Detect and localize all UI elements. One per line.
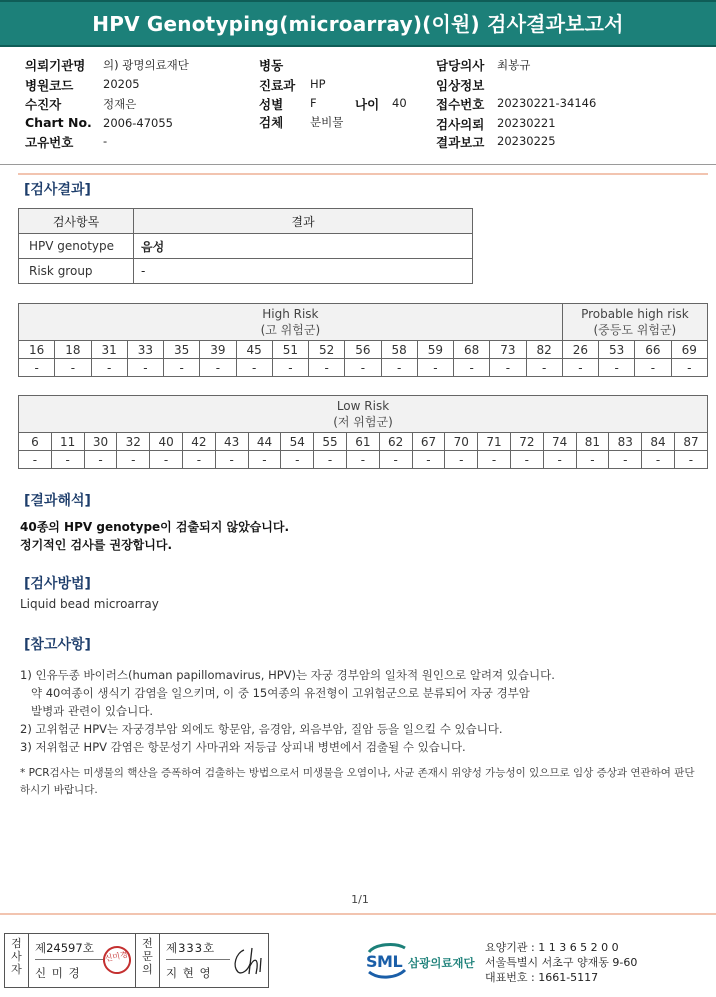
specialist-label-char: 의: [142, 963, 153, 976]
probable-high-risk-subtitle: (중등도 위험군): [593, 323, 677, 337]
organization-address: 서울특별시 서초구 양재동 9-60: [485, 956, 638, 969]
examiner-license: 제24597호: [35, 940, 105, 960]
genotype-type-cell: 45: [236, 341, 272, 359]
genotype-result-cell: -: [379, 451, 412, 469]
table-row: [19, 259, 473, 284]
examiner-name: 신 미 경: [35, 966, 81, 980]
result-header-item: 검사항목: [19, 209, 134, 234]
note-line: 3) 저위험군 HPV 감염은 항문성기 사마귀와 저등급 상피내 병변에서 검출될 수 있습니다.: [20, 740, 466, 754]
patient-info-block: [0, 47, 716, 165]
genotype-type-cell: 42: [182, 433, 215, 451]
genotype-result-cell: -: [417, 359, 453, 377]
genotype-type-cell: 6: [19, 433, 52, 451]
genotype-type-cell: 31: [91, 341, 127, 359]
method-text: Liquid bead microarray: [20, 597, 159, 611]
low-risk-genotype-table: [18, 395, 708, 469]
genotype-type-cell: 71: [478, 433, 511, 451]
note-line: 발병과 관련이 있습니다.: [20, 704, 154, 718]
age-label: 나이: [355, 97, 380, 112]
high-risk-genotype-table: [18, 303, 708, 377]
genotype-result-cell: -: [635, 359, 671, 377]
genotype-type-cell: 18: [55, 341, 91, 359]
interpretation-section-title: [결과해석]: [24, 493, 91, 509]
genotype-type-cell: 67: [412, 433, 445, 451]
genotype-type-cell: 59: [417, 341, 453, 359]
patient-label: 수진자: [25, 97, 62, 112]
genotype-result-cell: -: [345, 359, 381, 377]
sex-value: F: [310, 96, 317, 110]
department-label: 진료과: [259, 78, 296, 93]
examiner-label-cell: [5, 934, 29, 987]
examiner-seal-stamp: [100, 943, 133, 976]
genotype-type-cell: 30: [84, 433, 117, 451]
genotype-type-cell: 62: [379, 433, 412, 451]
genotype-result-cell: -: [412, 451, 445, 469]
genotype-result-cell: -: [478, 451, 511, 469]
receipt-number-label: 접수번호: [436, 97, 485, 112]
genotype-type-cell: 54: [281, 433, 314, 451]
divider: [18, 173, 708, 175]
high-risk-header: [19, 304, 563, 341]
genotype-result-cell: -: [576, 451, 609, 469]
requesting-institution-value: 의) 광명의료재단: [103, 58, 189, 72]
genotype-result-cell: -: [543, 451, 576, 469]
requesting-institution-label: 의뢰기관명: [25, 58, 86, 73]
genotype-type-cell: 32: [117, 433, 150, 451]
genotype-result-cell: -: [671, 359, 708, 377]
genotype-result-cell: -: [19, 359, 55, 377]
high-risk-subtitle: (고 위험군): [260, 323, 321, 337]
genotype-type-cell: 11: [51, 433, 84, 451]
genotype-type-cell: 87: [674, 433, 707, 451]
department-value: HP: [310, 77, 326, 91]
specialist-name: 지 현 영: [166, 966, 212, 980]
chart-no-value: 2006-47055: [103, 116, 173, 130]
genotype-result-cell: -: [215, 451, 248, 469]
examiner-seal-text: 신미경: [103, 949, 129, 964]
genotype-type-cell: 51: [272, 341, 308, 359]
pcr-footnote: * PCR검사는 미생물의 핵산을 증폭하여 검출하는 방법으로서 미생물을 오염이나, 사균 존재시 위양성 가능성이 있으므로 임상 증상과 연관하여 판단하시기 바랍니다.: [20, 767, 695, 796]
genotype-result-cell: -: [200, 359, 236, 377]
high-risk-title: High Risk: [262, 307, 319, 321]
ward-label: 병동: [259, 58, 284, 73]
specialist-license: 제333호: [166, 940, 230, 960]
genotype-result-cell: -: [236, 359, 272, 377]
genotype-result-cell: -: [454, 359, 490, 377]
genotype-result-cell: -: [445, 451, 478, 469]
genotype-type-cell: 74: [543, 433, 576, 451]
patient-value: 정재은: [103, 97, 137, 111]
low-risk-subtitle: (저 위험군): [333, 415, 393, 429]
method-section-title: [검사방법]: [24, 576, 91, 592]
genotype-type-cell: 83: [609, 433, 642, 451]
genotype-result-cell: -: [346, 451, 379, 469]
genotype-result-cell: -: [381, 359, 417, 377]
clinical-info-label: 임상정보: [436, 78, 485, 93]
specialist-label-cell: [136, 934, 160, 987]
genotype-result-cell: -: [127, 359, 163, 377]
genotype-result-cell: -: [281, 451, 314, 469]
examiner-cell: [29, 934, 136, 987]
age-value: 40: [392, 96, 407, 110]
physician-value: 최봉규: [497, 58, 531, 72]
examiner-label-char: 사: [11, 950, 22, 963]
genotype-type-cell: 40: [150, 433, 183, 451]
probable-high-risk-header: [562, 304, 707, 341]
chart-no-label: Chart No.: [25, 115, 92, 130]
interpretation-line: 정기적인 검사를 권장합니다.: [20, 538, 173, 552]
result-header-result: 결과: [134, 209, 473, 234]
genotype-type-cell: 68: [454, 341, 490, 359]
table-row: [19, 234, 473, 259]
genotype-type-row: [19, 433, 708, 451]
organization-name: 삼광의료재단: [408, 956, 475, 970]
specimen-value: 분비물: [310, 115, 344, 129]
genotype-result-cell: -: [609, 451, 642, 469]
hospital-code-label: 병원코드: [25, 78, 74, 93]
result-item-cell: HPV genotype: [19, 234, 134, 259]
genotype-result-cell: -: [51, 451, 84, 469]
genotype-type-cell: 43: [215, 433, 248, 451]
genotype-result-row: [19, 359, 708, 377]
interpretation-line: 40종의 HPV genotype이 검출되지 않았습니다.: [20, 520, 290, 534]
note-line: 약 40여종이 생식기 감염을 일으키며, 이 중 15여종의 유전형이 고위험군으로 분류되어 자궁 경부암: [20, 686, 530, 700]
specialist-label-char: 전: [142, 937, 153, 950]
divider: [0, 913, 716, 915]
organization-info: [485, 940, 637, 985]
genotype-result-cell: -: [314, 451, 347, 469]
genotype-type-cell: 39: [200, 341, 236, 359]
specialist-cell: [160, 934, 268, 987]
genotype-result-cell: -: [91, 359, 127, 377]
genotype-type-cell: 69: [671, 341, 708, 359]
genotype-type-cell: 26: [562, 341, 598, 359]
genotype-result-cell: -: [272, 359, 308, 377]
genotype-type-cell: 61: [346, 433, 379, 451]
specimen-label: 검체: [259, 115, 284, 130]
genotype-type-cell: 70: [445, 433, 478, 451]
genotype-result-cell: -: [182, 451, 215, 469]
institution-code: 요양기관 : 1 1 3 6 5 2 0 0: [485, 941, 619, 954]
genotype-type-cell: 73: [490, 341, 526, 359]
genotype-type-cell: 55: [314, 433, 347, 451]
signature-box: [4, 933, 269, 988]
genotype-result-cell: -: [150, 451, 183, 469]
report-date-label: 결과보고: [436, 135, 485, 150]
organization-phone: 대표번호 : 1661-5117: [485, 971, 599, 984]
genotype-result-cell: -: [19, 451, 52, 469]
page-number: 1/1: [351, 893, 369, 906]
genotype-type-cell: 58: [381, 341, 417, 359]
genotype-result-cell: -: [309, 359, 345, 377]
genotype-result-cell: -: [164, 359, 200, 377]
examiner-label-char: 검: [11, 937, 22, 950]
genotype-type-cell: 53: [599, 341, 635, 359]
low-risk-title: Low Risk: [336, 399, 390, 413]
note-line: 1) 인유두종 바이러스(human papillomavirus, HPV)는 자궁 경부암의 일차적 원인으로 알려져 있습니다.: [20, 668, 555, 682]
report-title: HPV Genotyping(microarray)(이원) 검사결과보고서: [0, 0, 716, 47]
result-value-cell: 음성: [134, 234, 473, 259]
request-date-label: 검사의뢰: [436, 117, 485, 132]
genotype-type-cell: 72: [510, 433, 543, 451]
result-value-cell: -: [134, 259, 473, 284]
result-section-title: [검사결과]: [24, 182, 91, 198]
genotype-result-cell: -: [84, 451, 117, 469]
genotype-result-row: [19, 451, 708, 469]
specialist-signature-icon: [230, 944, 266, 978]
genotype-result-cell: -: [117, 451, 150, 469]
genotype-type-cell: 52: [309, 341, 345, 359]
genotype-type-cell: 82: [526, 341, 562, 359]
genotype-type-cell: 44: [248, 433, 281, 451]
genotype-result-cell: -: [642, 451, 675, 469]
unique-number-value: -: [103, 134, 108, 148]
genotype-type-cell: 33: [127, 341, 163, 359]
specialist-label-char: 문: [142, 950, 153, 963]
genotype-type-cell: 84: [642, 433, 675, 451]
genotype-type-cell: 35: [164, 341, 200, 359]
request-date-value: 20230221: [497, 116, 556, 130]
genotype-type-cell: 81: [576, 433, 609, 451]
probable-high-risk-title: Probable high risk: [581, 307, 689, 321]
genotype-type-cell: 56: [345, 341, 381, 359]
genotype-result-cell: -: [599, 359, 635, 377]
genotype-result-cell: -: [510, 451, 543, 469]
genotype-type-cell: 66: [635, 341, 671, 359]
unique-number-label: 고유번호: [25, 135, 74, 150]
notes-section-title: [참고사항]: [24, 637, 91, 653]
result-item-cell: Risk group: [19, 259, 134, 284]
genotype-type-cell: 16: [19, 341, 55, 359]
genotype-result-cell: -: [526, 359, 562, 377]
logo-mark-text: SML: [366, 952, 403, 971]
result-table: [18, 208, 473, 284]
physician-label: 담당의사: [436, 58, 485, 73]
low-risk-header: [19, 396, 708, 433]
genotype-result-cell: -: [248, 451, 281, 469]
report-date-value: 20230225: [497, 134, 556, 148]
genotype-result-cell: -: [674, 451, 707, 469]
genotype-type-row: [19, 341, 708, 359]
receipt-number-value: 20230221-34146: [497, 96, 597, 110]
genotype-result-cell: -: [562, 359, 598, 377]
examiner-label-char: 자: [11, 963, 22, 976]
hospital-code-value: 20205: [103, 77, 140, 91]
genotype-result-cell: -: [490, 359, 526, 377]
sex-label: 성별: [259, 97, 284, 112]
note-line: 2) 고위험군 HPV는 자궁경부암 외에도 항문암, 음경암, 외음부암, 질암 등을 일으킬 수 있습니다.: [20, 722, 503, 736]
genotype-result-cell: -: [55, 359, 91, 377]
